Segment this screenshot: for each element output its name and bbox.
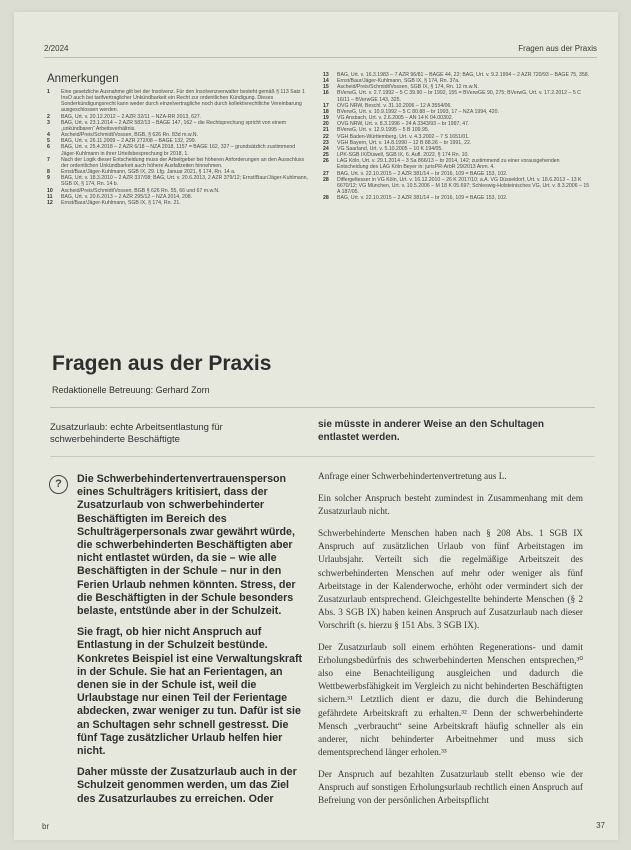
note-item: 7 Nach der Logik dieser Entscheidung muss der Arbeitgeber bei höheren Anforderungen an den Ausschluss der ordentlichen Unkündbarkeit auch höhere Ausfallzeiten hinnehmen. [47, 156, 305, 169]
note-item: 26 LAG Köln, Urt. v. 29.1.2014 – 3 Sa 866/13 – br 2014, 142; zustimmend zu einer vorausgehenden Entscheidung des LAG Köln Beyer in: jurisPR-ArbR 29/2013 Anm. 4. [323, 158, 560, 171]
note-item: 2 BAG, Urt. v. 20.12.2012 – 2 AZR 32/11 – NZA-RR 2013, 627. [47, 113, 202, 120]
note-item: 16 BVerwG, Urt. v. 2.7.1992 – 5 C 39.90 – br 1992, 155 = BVerwGE 90, 275; BVerwG, Urt. v. 17.2.2012 – 5 C 16/11 – BVerwGE 143, 325. [323, 90, 581, 103]
topic-pullquote: sie müsste in anderer Weise an den Schultagen entlastet werden. [318, 419, 545, 443]
running-section-title: Fragen aus der Praxis [518, 44, 597, 53]
note-item: 3 BAG, Urt. v. 23.1.2014 – 2 AZR 582/13 – BAGE 147, 162 – die Rechtsprechung spricht von einem „unkündbaren“ Arbeitsverhältnis. [47, 119, 287, 132]
note-item: 18 BVerwG, Urt. v. 10.9.1992 – 5 C 80.88 – br 1993, 17 – NZA 1994, 420. [323, 108, 499, 115]
question-text [77, 473, 305, 814]
note-item: 1 Eine gesetzliche Ausnahme gilt bei der Insolvenz. Für den Insolvenzverwalter besteht gemäß § 113 Satz 1 InsO auch bei tarifvertraglicher Unkündbarkeit ein Recht zur ordentlichen Kündigung. Dieses Sonderkündigungsrecht kann weder durch einzelvertragliche noch durch kollektivrechtliche Vereinbarung ausgeschlossen werden. [47, 89, 305, 114]
answer-paragraph: Der Anspruch auf bezahlten Zusatzurlaub stellt ebenso wie der Anspruch auf sonstigen Erholungsurlaub rechtlich einen Anspruch auf Befreiung von der persönlichen Arbeitspflicht [318, 769, 583, 807]
note-item: 11 BAG, Urt. v. 20.6.2013 – 2 AZR 295/12 – NZA 2014, 208. [47, 193, 193, 200]
section-title: Fragen aus der Praxis [52, 352, 272, 375]
note-item: 25 LPK-SGB IX/Düwell, SGB IX, 6. Aufl. 2022, § 174 Rn. 10. [323, 152, 469, 159]
note-item: 28 Differgeltesser in VG Köln, Urt. v. 16.12.2010 – 26 K 2017/10; a.A. VG Düsseldorf, Urt. v. 18.6.2013 – 13 K 6670/12; VG München, Urt. v. 10.5.2006 – M 18 K 05.697; Schleswig-Holsteinisches VG, Urt. v. 8.3.2006 – 15 A 187/05. [323, 176, 590, 195]
note-item: 12 Ernst/Baur/Jäger-Kuhlmann, SGB IX, § 174, Rn. 21. [47, 199, 181, 206]
note-item: 23 VGH Bayern, Urt. v. 14.8.1990 – 12 B 88.26 – br 1991, 22. [323, 139, 472, 146]
editor-credit: Redaktionelle Betreuung: Gerhard Zorn [52, 385, 210, 395]
note-item: 10 Ascheid/Preis/Schmidt/Vossen, BGB § 626 Rn. 55, 66 und 67 m.w.N. [47, 187, 220, 194]
note-item: 13 BAG, Urt. v. 16.3.1983 – 7 AZR 96/81 – BAGE 44, 22; BAG, Urt. v. 9.2.1994 – 2 AZR 720/93 – BAGE 75, 358. [323, 72, 590, 78]
note-item: 28 BAG, Urt. v. 22.10.2015 – 2 AZR 381/14 – br 2016, 109 = BAGE 153, 102. [323, 195, 508, 202]
page-number: 37 [596, 821, 605, 830]
notes-title: Anmerkungen [47, 73, 119, 85]
note-item: 20 OVG NRW, Urt. v. 8.3.1996 – 24 A 3343/93 – br 1997, 47. [323, 121, 470, 128]
note-item: 6 BAG, Urt. v. 25.4.2018 – 2 AZR 6/18 – NZA 2018, 1157 = BAGE 162, 327 – grundsätzlich zustimmend Jäger-Kuhlmann in ihrer Urteilsbesprechung br 2018, 1. [47, 144, 296, 157]
answer-paragraph: Der Zusatzurlaub soll einem erhöhten Regenerations- und damit Erholungsbedürfnis des schwerbehinderten Menschen entsprechen,³⁰ also eine Benachteiligung ausgleichen und dadurch die Wettbewerbsfähigkeit im Vergleich zu nicht behinderten Beschäftigten sichern.³¹ Letztlich dient er dazu, die durch die Behinderung gefährdete Arbeitskraft zu erhalten.³² Denn der schwerbehinderte Mensch „verbraucht“ seine Arbeitskraft häufig schneller als ein anderer, nicht behinderter Arbeitnehmer und muss sich dementsprechend länger erholen.³³ [318, 643, 583, 758]
running-head [44, 44, 597, 53]
answer-text [318, 471, 583, 817]
question-paragraph: Die Schwerbehindertenvertrauensperson eines Schulträgers kritisiert, dass der Zusatzurlaub von schwerbehinderter Beschäftigten im Bereich des Schulträgerpersonals zwar gewährt würde, die schwerbehinderten Beschäftigten aber nicht entlastet würden, da sie – wie alle Beschäftigten in der Schule – nur in den Ferien Urlaub nehmen könnten. Stress, der die Beschäftigten in der Schule besonders belaste, entstünde aber in der Schulzeit. [77, 473, 296, 618]
topic-heading: Zusatzurlaub: echte Arbeitsentlastung für schwerbehinderte Beschäftigte [50, 422, 223, 445]
answer-paragraph: Ein solcher Anspruch besteht zumindest in Zusammenhang mit dem Zusatzurlaub nicht. [318, 494, 583, 518]
note-item: 5 BAG, Urt. v. 26.11.2009 – 2 AZR 272/08 – BAGE 132, 299. [47, 138, 197, 145]
note-item: 21 BVerwG, Urt. v. 12.9.1995 – 5 B 109.95. [323, 127, 430, 134]
note-item: 14 Ernst/Baur/Jäger-Kuhlmann, SGB IX, § 174, Rn. 37a. [323, 78, 460, 85]
issue-number: 2/2024 [44, 44, 69, 53]
note-item: 4 Ascheid/Preis/Schmidt/Vossen, BGB, § 626 Rn. 83d m.w.N. [47, 132, 198, 139]
question-paragraph: Daher müsste der Zusatzurlaub auch in der Schulzeit genommen werden, um das Ziel des Zusatzurlaubes zu erreichen. Oder [77, 766, 297, 805]
note-item: 15 Ascheid/Preis/Schmidt/Vossen, SGB IX, § 174, Rn. 12 m.w.N. [323, 84, 479, 91]
notes-column-left [47, 89, 309, 206]
note-item: 24 VG Saarland, Urt. v. 5.10.2005 – 10 K 194/05. [323, 145, 443, 152]
note-item: 17 OVG NRW, Beschl. v. 31.10.2006 – 12 A 3554/06. [323, 102, 452, 109]
content-divider [50, 456, 595, 457]
note-item: 8 Ernst/Baur/Jäger-Kuhlmann, SGB IX, 29. Lfg. Januar 2021, § 174, Rn. 14 a. [47, 169, 236, 176]
notes-column-right [323, 72, 591, 201]
question-paragraph: Sie fragt, ob hier nicht Anspruch auf Entlastung in der Schulzeit bestünde. Konkretes Beispiel ist eine Verwaltungskraft in der Schule. Sie hat an Ferientagen, an denen sie in der Schule ist, weil die Urlaubstage nur einen Teil der Ferientage abdecken, zwar weniger zu tun. Dafür ist sie an Schultagen sehr schnell gestresst. Die fünf Tage zusätzlicher Urlaub helfen hier nicht. [77, 626, 303, 758]
question-icon: ? [49, 475, 68, 494]
note-item: 22 VGH Baden-Württemberg, Urt. v. 4.3.2002 – 7 S 1651/01. [323, 133, 470, 140]
note-item: 27 BAG, Urt. v. 22.10.2015 – 2 AZR 381/14 – br 2016, 109 = BAGE 153, 102. [323, 170, 508, 177]
note-item: 19 VG Ansbach, Urt. v. 2.6.2005 – AN 14 K 04.00302. [323, 115, 454, 122]
journal-abbreviation: br [42, 822, 50, 831]
answer-paragraph: Schwerbehinderte Menschen haben nach § 208 Abs. 1 SGB IX Anspruch auf zusätzlichen Urlaub von fünf Arbeitstagen im Urlaubsjahr. Verteilt sich die regelmäßige Arbeitszeit des schwerbehinderten Menschen auf mehr oder weniger als fünf Arbeitstage in der Kalenderwoche, erhöht oder vermindert sich der Zusatzurlaub entsprechend. Gleichgestellte behinderte Menschen (§ 2 Abs. 3 SGB IX) haben keinen Anspruch auf Zusatzurlaub nach dieser Vorschrift (s. hierzu § 151 Abs. 3 SGB IX). [318, 529, 583, 631]
answer-paragraph: Anfrage einer Schwerbehindertenvertretung aus L. [318, 472, 507, 482]
header-rule [44, 57, 597, 58]
note-item: 9 BAG, Urt. v. 18.3.2010 – 2 AZR 337/08; BAG, Urt. v. 20.6.2013, 2 AZR 379/12; Ernst/Baur/Jäger-Kuhlmann, SGB IX, § 174, Rn. 14 b. [47, 175, 308, 188]
topic-rule [50, 407, 595, 408]
